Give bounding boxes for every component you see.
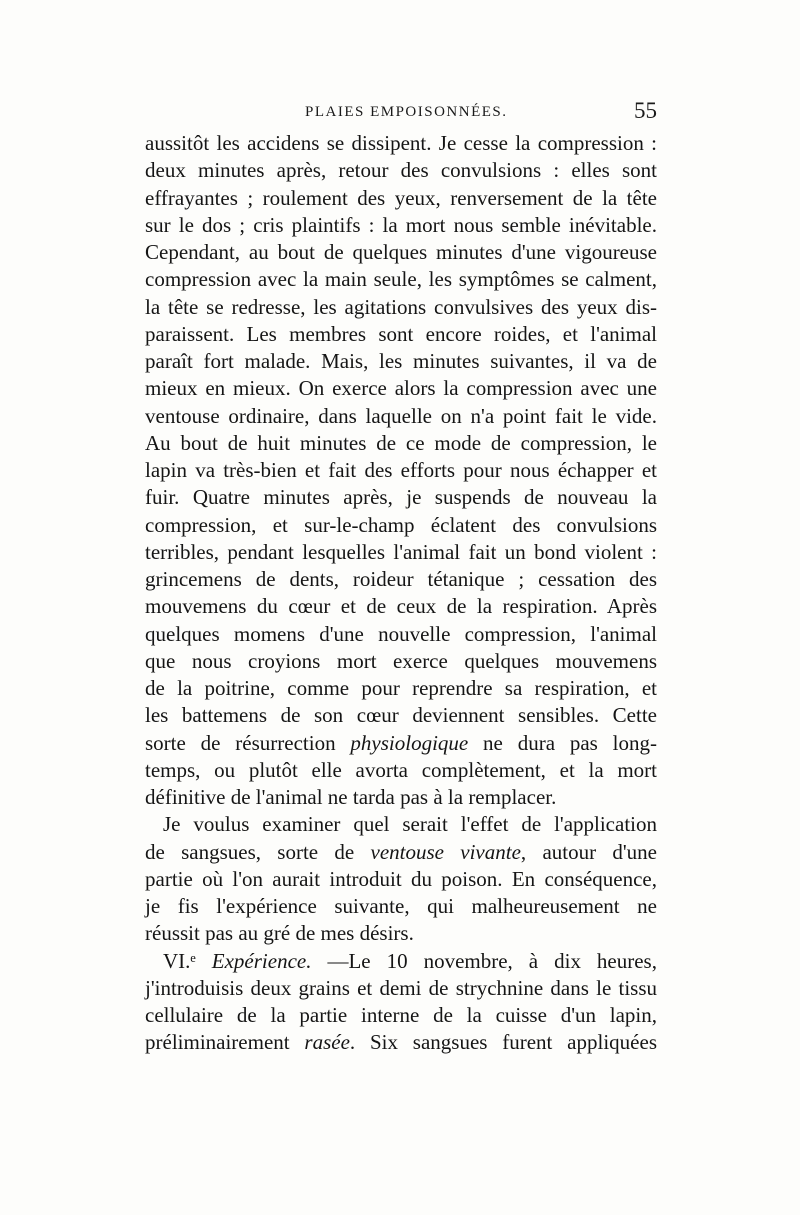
text-line: quelques momens d'une nouvelle compression, l'animal [145, 621, 657, 646]
text-line: deux minutes après, retour des convulsions : elles sont [145, 158, 657, 183]
italic-phrase: rasée [304, 1030, 350, 1055]
text-line: la tête se redresse, les agitations convulsives des yeux dis- [145, 294, 657, 319]
page-header [145, 98, 657, 130]
text-line: mouvemens du cœur et de ceux de la respiration. Après [145, 594, 657, 619]
text-segment: sorte de résurrection [145, 730, 351, 755]
text-line: compression avec la main seule, les symptômes se calment, [145, 267, 657, 292]
text-line [145, 1029, 657, 1056]
text-segment: —Le 10 novembre, à dix heures, [311, 948, 657, 973]
text-line: temps, ou plutôt elle avorta complètement, et la mort [145, 757, 657, 782]
text-line: Au bout de huit minutes de ce mode de compression, le [145, 430, 657, 455]
running-title: PLAIES EMPOISONNÉES. [305, 104, 508, 120]
text-line: paraissent. Les membres sont encore roides, et l'animal [145, 321, 657, 346]
text-line: réussit pas au gré de mes désirs. [145, 921, 414, 946]
text-line [145, 948, 657, 975]
text-line [145, 730, 657, 757]
page-number: 55 [634, 98, 657, 123]
text-line: définitive de l'animal ne tarda pas à la remplacer. [145, 785, 557, 809]
text-line: les battemens de son cœur deviennent sensibles. Cette [145, 703, 657, 728]
text-line: sur le dos ; cris plaintifs : la mort nous semble inévitable. [145, 212, 657, 237]
text-line: grincemens de dents, roideur tétanique ; cessation des [145, 567, 657, 591]
text-segment: VI.ᵉ [163, 948, 212, 973]
text-line: que nous croyions mort exerce quelques mouvemens [145, 648, 657, 673]
text-segment: ne dura pas long- [468, 730, 657, 755]
text-line: partie où l'on aurait introduit du poison. En conséquence, [145, 866, 657, 891]
text-line: fuir. Quatre minutes après, je suspends de nouveau la [145, 485, 657, 510]
text-line: Je voulus examiner quel serait l'effet de l'application [163, 812, 657, 837]
text-line: aussitôt les accidens se dissipent. Je cesse la compression : [145, 131, 657, 155]
text-line: cellulaire de la partie interne de la cuisse d'un lapin, [145, 1003, 657, 1027]
text-segment: préliminairement [145, 1030, 305, 1055]
text-line: mieux en mieux. On exerce alors la compression avec une [145, 376, 657, 401]
text-line: effrayantes ; roulement des yeux, renversement de la tête [145, 185, 657, 210]
text-line: paraît fort malade. Mais, les minutes suivantes, il va de [145, 349, 657, 373]
text-line: je fis l'expérience suivante, qui malheureusement ne [145, 894, 657, 918]
text-line: terribles, pendant lesquelles l'animal fait un bond violent : [145, 539, 657, 564]
text-segment: , autour d'une [520, 839, 657, 864]
body-text [145, 130, 657, 1057]
text-line [145, 839, 657, 866]
text-line: Cependant, au bout de quelques minutes d'une vigoureuse [145, 240, 657, 264]
italic-phrase: physiologique [350, 730, 469, 755]
text-line: j'introduisis deux grains et demi de strychnine dans le tissu [145, 975, 657, 1000]
text-line: de la poitrine, comme pour reprendre sa respiration, et [145, 676, 657, 700]
italic-phrase: Expérience. [211, 948, 312, 973]
italic-phrase: ventouse vivante [370, 839, 521, 864]
text-line: compression, et sur-le-champ éclatent des convulsions [145, 512, 657, 537]
text-line: lapin va très-bien et fait des efforts pour nous échapper et [145, 458, 657, 482]
text-segment: de sangsues, sorte de [145, 839, 371, 864]
text-segment: . Six sangsues furent appliquées [349, 1030, 657, 1055]
text-line: ventouse ordinaire, dans laquelle on n'a point fait le vide. [145, 403, 657, 428]
